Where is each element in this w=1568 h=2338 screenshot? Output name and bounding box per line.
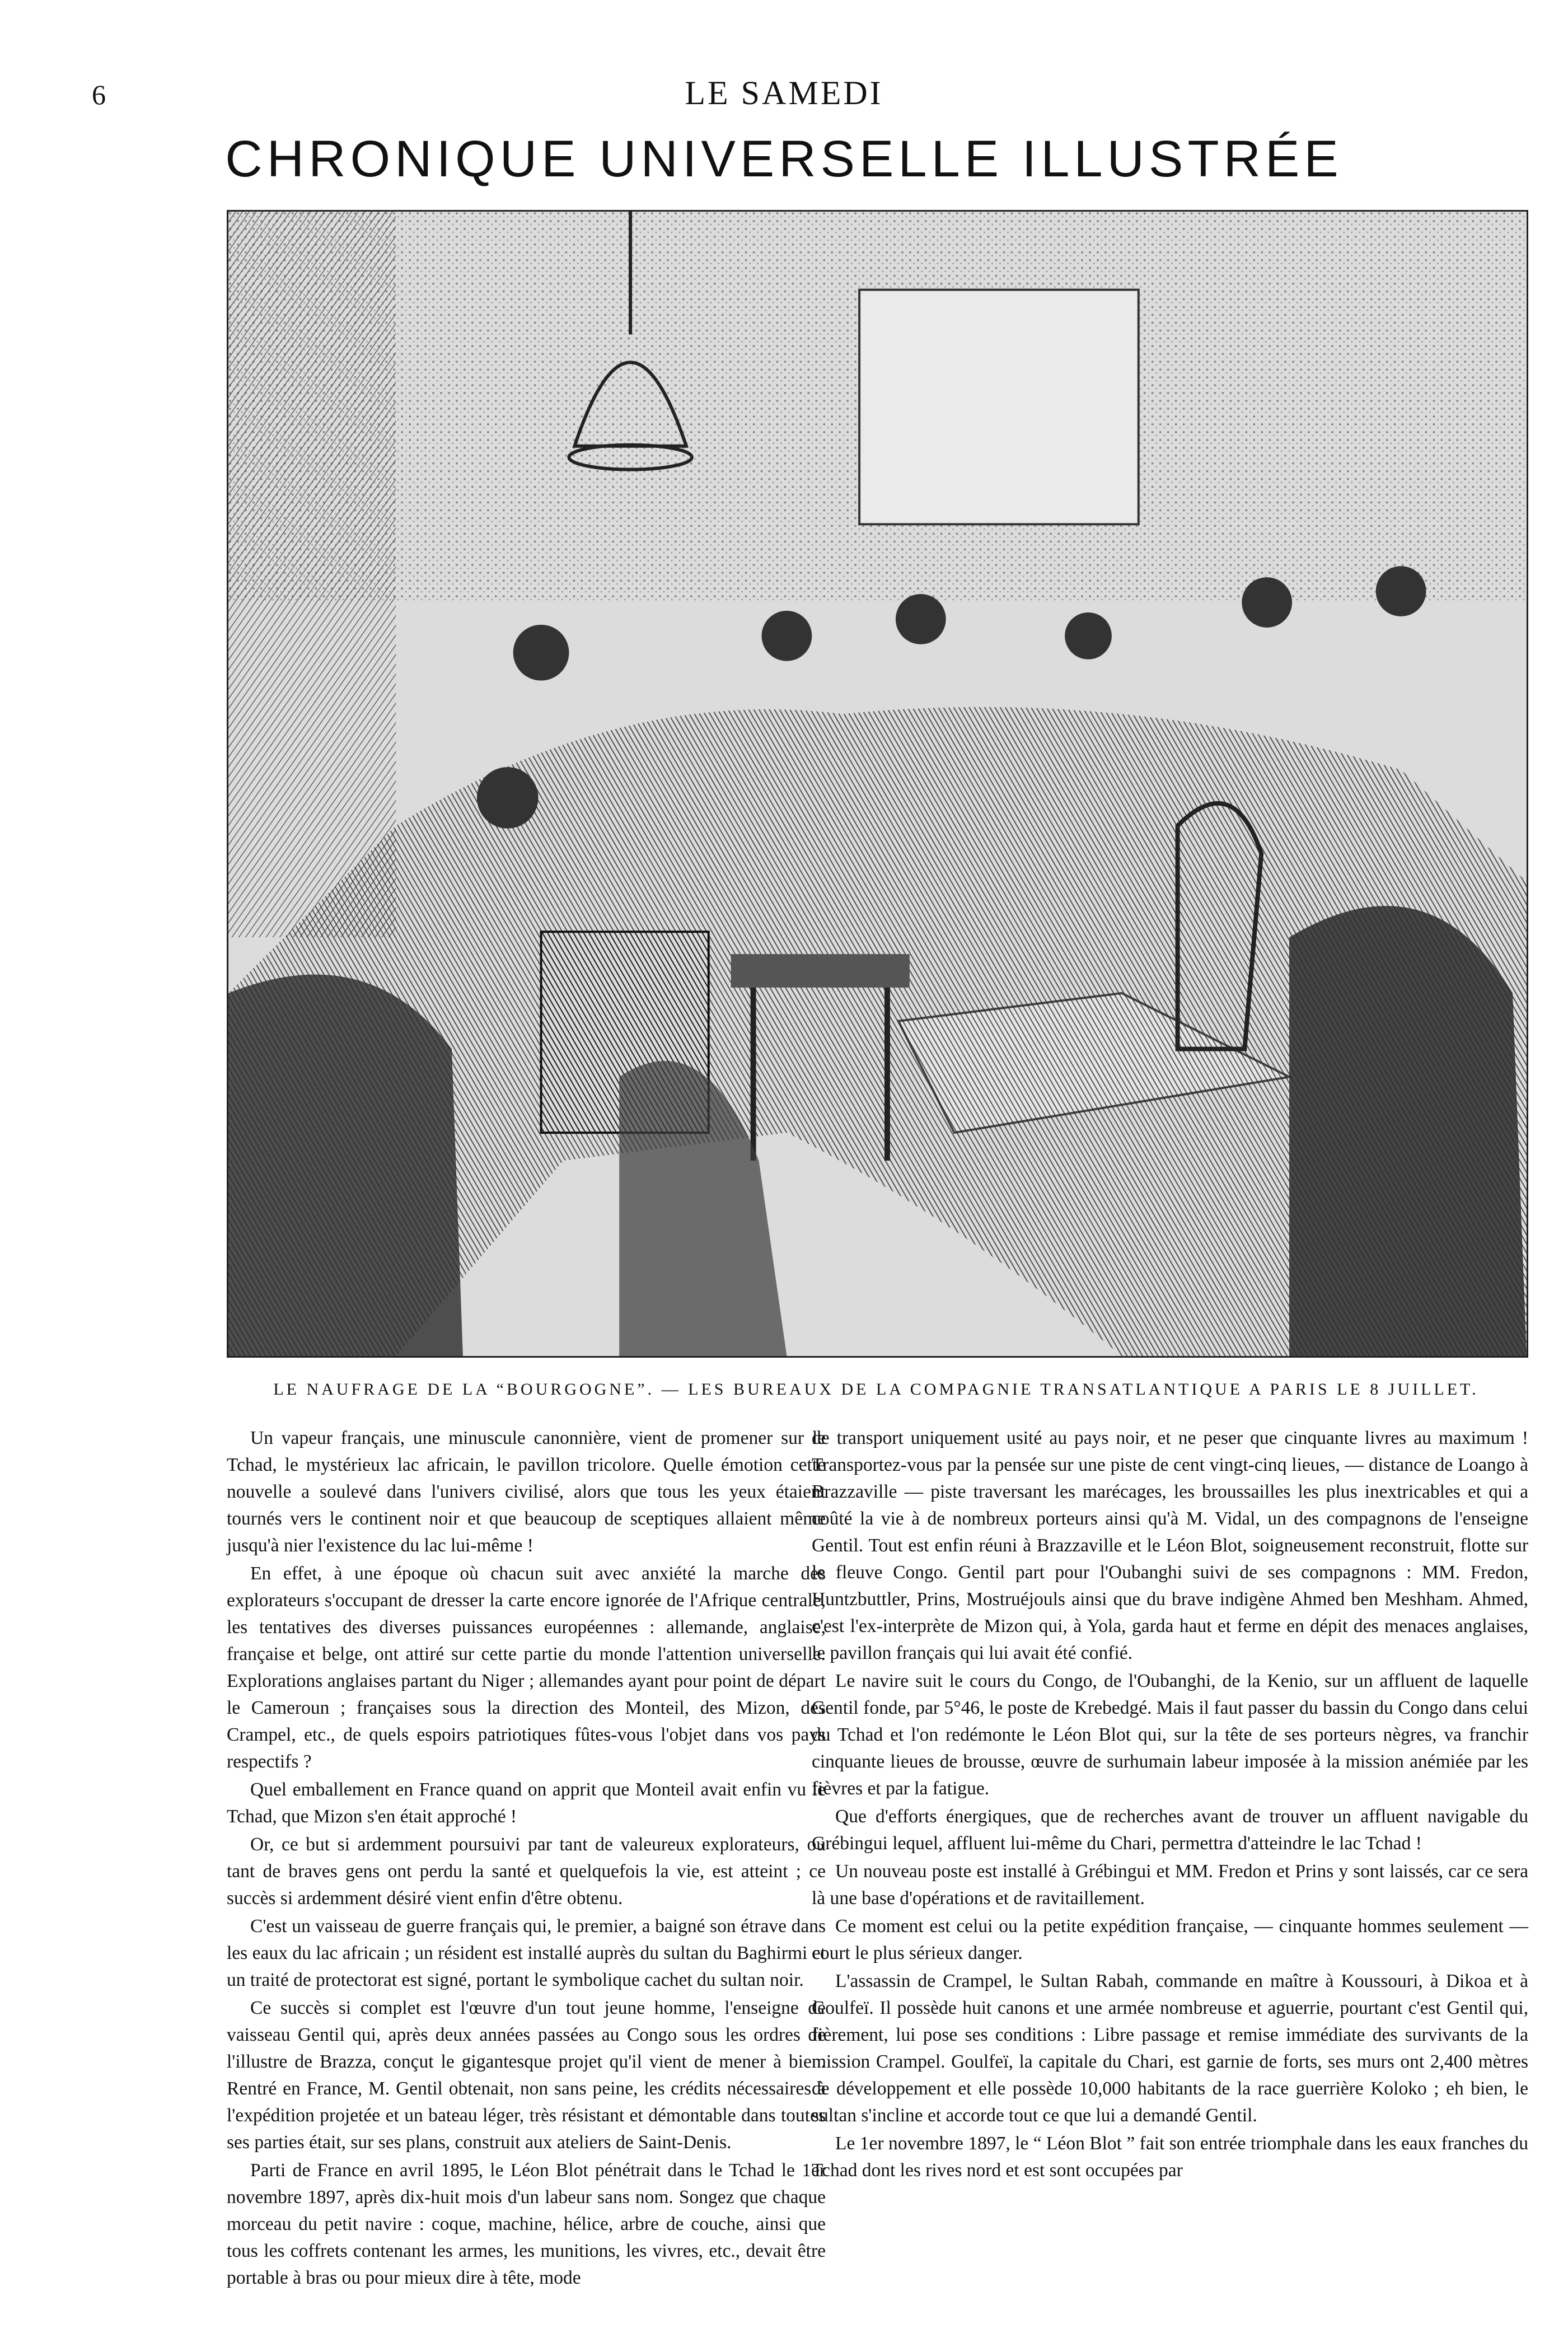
article-column-right [812, 1425, 1528, 2185]
article-paragraph: Un vapeur français, une minuscule canonnière, vient de promener sur le Tchad, le mystérieux lac africain, le pavillon tricolore. Quelle émotion cette nouvelle a soulevé dans l'univers civilisé, alors que tous les yeux étaient tournés vers le continent noir et que beaucoup de sceptiques allaient même jusqu'à nier l'existence du lac lui-même ! [227, 1428, 826, 1556]
page-number: 6 [92, 79, 106, 110]
article-paragraph: Parti de France en avril 1895, le Léon Blot pénétrait dans le Tchad le 1er novembre 1897, après dix-huit mois d'un labeur sans nom. Songez que chaque morceau du petit navire : coque, machine, hélice, arbre de couche, ainsi que tous les coffrets contenant les armes, les munitions, les vivres, etc., devait être portable à bras ou pour mieux dire à tête, mode [227, 2160, 826, 2288]
newspaper-title: LE SAMEDI [685, 74, 883, 111]
article-paragraph: Le navire suit le cours du Congo, de l'Oubanghi, de la Kenio, sur un affluent de laquelle Gentil fonde, par 5°46, le poste de Krebedgé. Mais il faut passer du bassin du Congo dans celui du Tchad et l'on redémonte le Léon Blot qui, sur la tête de ses porteurs nègres, va franchir cinquante lieues de brousse, œuvre de surhumain labeur imposée à la mission anémiée par les fièvres et par la fatigue. [812, 1671, 1528, 1799]
office-scene-engraving [228, 212, 1527, 1356]
article-paragraph: Or, ce but si ardemment poursuivi par tant de valeureux explorateurs, ou tant de braves gens ont perdu la santé et quelquefois la vie, est atteint ; ce succès si ardemment désiré vient enfin d'être obtenu. [227, 1834, 826, 1909]
article-paragraph: Ce succès si complet est l'œuvre d'un tout jeune homme, l'enseigne de vaisseau Gentil qui, après deux années passées au Congo sous les ordres de l'illustre de Brazza, conçut le gigantesque projet qu'il vient de mener à bien. Rentré en France, M. Gentil obtenait, non sans peine, les crédits nécessaires à l'expédition projetée et un bateau léger, très résistant et démontable dans toutes ses parties était, sur ses plans, construit aux ateliers de Saint-Denis. [227, 1998, 826, 2153]
article-paragraph: de transport uniquement usité au pays noir, et ne peser que cinquante livres au maximum ! Transportez-vous par la pensée sur une piste de cent vingt-cinq lieues, — distance de Loango à Brazzaville — piste traversant les marécages, les broussailles les plus inextricables et qui a coûté la vie à de nombreux porteurs ainsi qu'à M. Vidal, un des compagnons de l'enseigne Gentil. Tout est enfin réuni à Brazzaville et le Léon Blot, soigneusement reconstruit, flotte sur le fleuve Congo. Gentil part pour l'Oubanghi suivi de ses compagnons : MM. Fredon, Huntzbuttler, Prins, Mostruéjouls ainsi que du brave indigène Ahmed ben Meshham. Ahmed, c'est l'ex-interprète de Mizon qui, à Yola, garda haut et ferme en dépit des menaces anglaises, le pavillon français qui lui avait été confié. [812, 1428, 1528, 1663]
article-paragraph: C'est un vaisseau de guerre français qui, le premier, a baigné son étrave dans les eaux du lac africain ; un résident est installé auprès du sultan du Baghirmi et un traité de protectorat est signé, portant le symbolique cachet du sultan noir. [227, 1916, 826, 1990]
article-paragraph: Ce moment est celui ou la petite expédition française, — cinquante hommes seulement — court le plus sérieux danger. [812, 1916, 1528, 1963]
illustration-caption: LE NAUFRAGE DE LA “BOURGOGNE”. — LES BUREAUX DE LA COMPAGNIE TRANSATLANTIQUE A PARIS LE 8 JUILLET. [273, 1380, 1479, 1399]
article-paragraph: Un nouveau poste est installé à Grébingui et MM. Fredon et Prins y sont laissés, car ce sera là une base d'opérations et de ravitaillement. [812, 1861, 1528, 1909]
article-column-left [227, 1425, 826, 2293]
engraving-illustration [227, 210, 1528, 1358]
article-paragraph: Que d'efforts énergiques, que de recherches avant de trouver un affluent navigable du Grébingui lequel, affluent lui-même du Chari, permettra d'atteindre le lac Tchad ! [812, 1806, 1528, 1854]
article-paragraph: L'assassin de Crampel, le Sultan Rabah, commande en maître à Koussouri, à Dikoa et à Goulfeï. Il possède huit canons et une armée nombreuse et aguerrie, pourtant c'est Gentil qui, fièrement, lui pose ses conditions : Libre passage et remise immédiate des survivants de la mission Crampel. Goulfeï, la capitale du Chari, est garnie de forts, ses murs ont 2,400 mètres de développement et elle possède 10,000 habitants de la race guerrière Koloko ; eh bien, le sultan s'incline et accorde tout ce que lui a demandé Gentil. [812, 1971, 1528, 2126]
article-paragraph: Quel emballement en France quand on apprit que Monteil avait enfin vu le Tchad, que Mizon s'en était approché ! [227, 1779, 826, 1827]
article-paragraph: En effet, à une époque où chacun suit avec anxiété la marche des explorateurs s'occupant de dresser la carte encore ignorée de l'Afrique centrale, les tentatives des diverses puissances européennes : allemande, anglaise, française et belge, ont attiré sur cette partie du monde l'attention universelle. Explorations anglaises partant du Niger ; allemandes ayant pour point de départ le Cameroun ; françaises sous la direction des Monteil, des Mizon, des Crampel, etc., de quels espoirs patriotiques fûtes-vous l'objet dans vos pays respectifs ? [227, 1563, 826, 1772]
article-paragraph: Le 1er novembre 1897, le “ Léon Blot ” fait son entrée triomphale dans les eaux franches du Tchad dont les rives nord et est sont occupées par [812, 2133, 1528, 2181]
newspaper-subtitle: CHRONIQUE UNIVERSELLE ILLUSTRÉE [225, 130, 1343, 188]
